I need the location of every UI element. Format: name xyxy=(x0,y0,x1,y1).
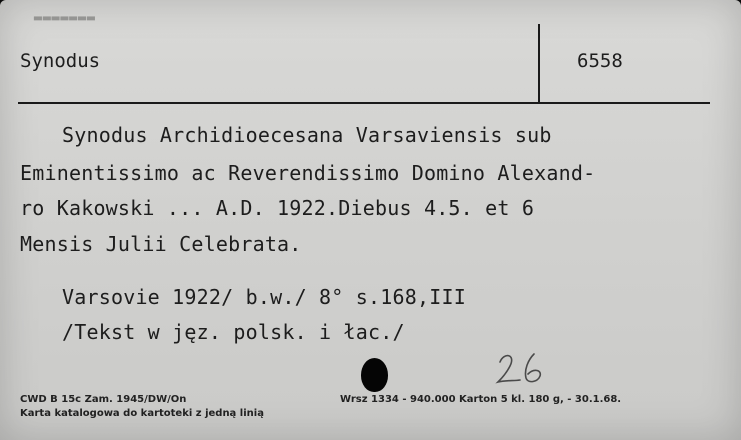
printer-info-left: CWD B 15c Zam. 1945/DW/On xyxy=(20,394,187,405)
card-number: 6558 xyxy=(577,50,623,72)
header-vertical-divider xyxy=(538,24,540,103)
publication-info-line: Varsovie 1922/ b.w./ 8° s.168,III xyxy=(62,285,466,309)
language-note-line: /Tekst w jęz. polsk. i łac./ xyxy=(62,320,405,344)
header-horizontal-divider xyxy=(18,102,710,104)
body-line-2: Eminentissimo ac Reverendissimo Domino Alexand- xyxy=(20,161,596,185)
body-line-3: ro Kakowski ... A.D. 1922.Diebus 4.5. et 6 xyxy=(20,196,535,220)
printer-info-right: Wrsz 1334 - 940.000 Karton 5 kl. 180 g, - 30.1.68. xyxy=(340,394,622,405)
body-line-4: Mensis Julii Celebrata. xyxy=(20,232,302,256)
card-heading: Synodus xyxy=(20,50,101,72)
handwritten-number-26 xyxy=(494,348,550,388)
body-line-1: Synodus Archidioecesana Varsaviensis sub xyxy=(62,123,552,147)
punch-hole xyxy=(361,358,388,392)
card-type-label: Karta katalogowa do kartoteki z jedną linią xyxy=(20,408,264,419)
faded-corner-stamp: ▂▂▂▂▂▂▂ xyxy=(34,6,96,21)
